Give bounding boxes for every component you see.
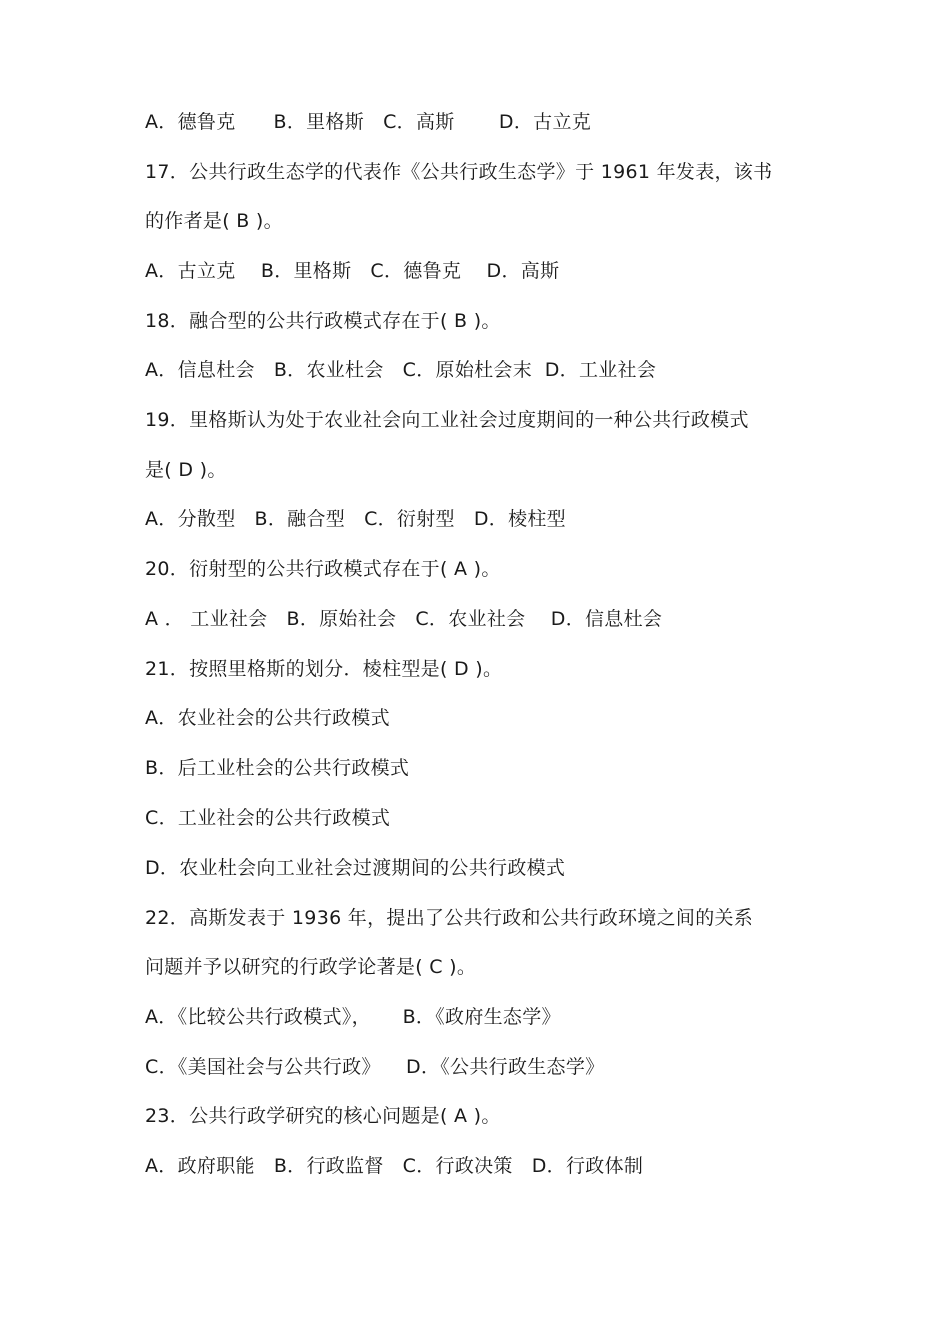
- q17-options: A．古立克 B．里格斯 C．德鲁克 D．高斯: [145, 260, 560, 282]
- q17-stem-line2: 的作者是( B )。: [145, 210, 283, 232]
- q21-option-d: D．农业杜会向工业社会过渡期间的公共行政模式: [145, 857, 566, 879]
- q22-options-cd: C．《美国社会与公共行政》 D．《公共行政生态学》: [145, 1056, 605, 1078]
- q18-stem: 18．融合型的公共行政模式存在于( B )。: [145, 310, 501, 332]
- q21-option-b: B．后工业杜会的公共行政模式: [145, 757, 410, 779]
- q22-stem-line2: 问题并予以研究的行政学论著是( C )。: [145, 956, 477, 978]
- q17-stem-line1: 17．公共行政生态学的代表作《公共行政生态学》于 1961 年发表，该书: [145, 161, 773, 183]
- q20-options: A ． 工业社会 B．原始社会 C．农业社会 D．信息杜会: [145, 608, 663, 630]
- q16-options: A．德鲁克 B．里格斯 C．高斯 D．古立克: [145, 111, 592, 133]
- q19-options: A．分散型 B．融合型 C．衍射型 D．棱柱型: [145, 508, 566, 530]
- q20-stem: 20．衍射型的公共行政模式存在于( A )。: [145, 558, 501, 580]
- q19-stem-line1: 19．里格斯认为处于农业社会向工业社会过度期间的一种公共行政模式: [145, 409, 749, 431]
- q19-stem-line2: 是( D )。: [145, 459, 227, 481]
- q22-options-ab: A．《比较公共行政模式》， B．《政府生态学》: [145, 1006, 561, 1028]
- q18-options: A．信息杜会 B．农业杜会 C．原始杜会末 D．工业社会: [145, 359, 657, 381]
- q22-stem-line1: 22．高斯发表于 1936 年，提出了公共行政和公共行政环境之间的关系: [145, 907, 754, 929]
- q23-stem: 23．公共行政学研究的核心问题是( A )。: [145, 1105, 501, 1127]
- q21-option-a: A．农业社会的公共行政模式: [145, 707, 390, 729]
- q21-stem: 21．按照里格斯的划分．棱柱型是( D )。: [145, 658, 503, 680]
- q21-option-c: C．工业社会的公共行政模式: [145, 807, 391, 829]
- q23-options: A．政府职能 B．行政监督 C．行政决策 D．行政体制: [145, 1155, 644, 1177]
